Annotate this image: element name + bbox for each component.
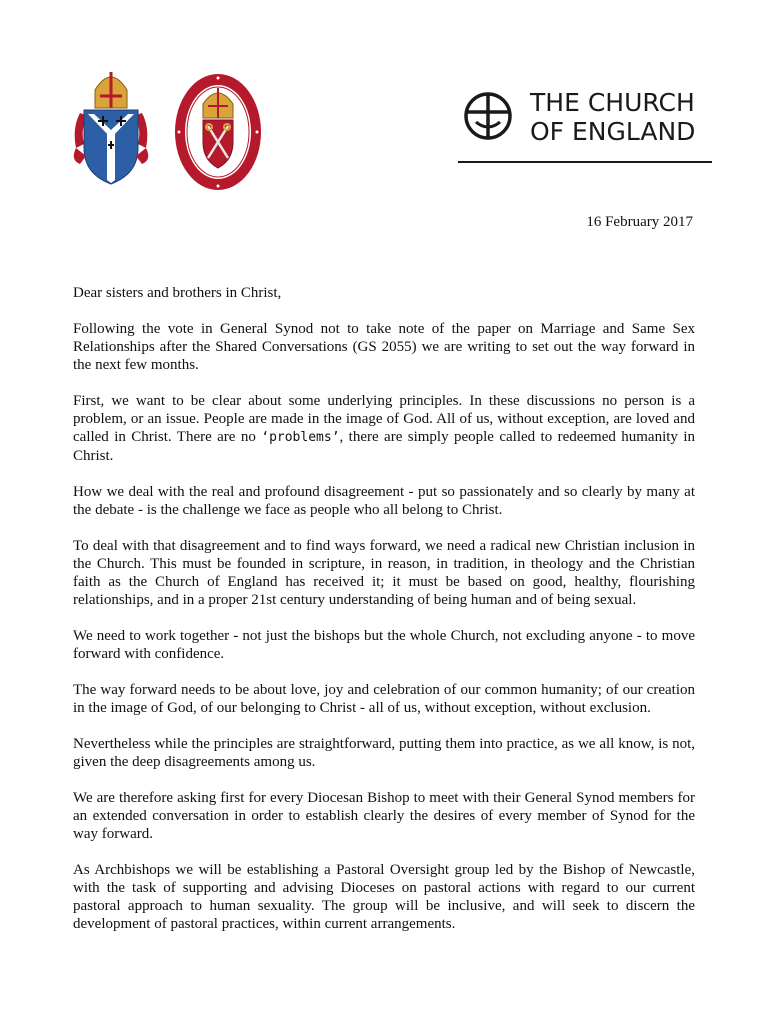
york-seal-icon	[173, 72, 263, 192]
paragraph-2-part-a: First, we want to be clear about some underlying principles. In these discussions no person is a problem, or an issue. People are made in the image of God. All of us, without exception, are loved and called in Christ. There are no	[73, 393, 695, 445]
paragraph-9: As Archbishops we will be establishing a Pastoral Oversight group led by the Bishop of Newcastle, with the task of supporting and advising Dioceses on pastoral actions with regard to our current pastoral approach to human sexuality. The group will be inclusive, and will seek to discern the development of pastoral practices, within current arrangements.	[73, 862, 695, 932]
logo-line-1: THE CHURCH	[530, 88, 695, 117]
paragraph-5: We need to work together - not just the bishops but the whole Church, not excluding anyone - to move forward with confidence.	[73, 628, 695, 662]
paragraph-4: To deal with that disagreement and to find ways forward, we need a radical new Christian inclusion in the Church. This must be founded in scripture, in reason, in tradition, in theology and the Christian faith as the Church of England has received it; it must be based on good, healthy, flourishing relationships, and in a proper 21st century understanding of being human and of being sexual.	[73, 538, 695, 608]
paragraph-3: How we deal with the real and profound disagreement - put so passionately and so clearly by many at the debate - is the challenge we face as people who all belong to Christ.	[73, 484, 695, 518]
paragraph-6: The way forward needs to be about love, joy and celebration of our common humanity; of our creation in the image of God, of our belonging to Christ - all of us, without exception, without exclusion.	[73, 682, 695, 716]
paragraph-2	[73, 392, 695, 465]
problems-quote: ‘problems’	[261, 430, 340, 445]
logo-rule	[458, 161, 712, 163]
logo-line-2: OF ENGLAND	[530, 117, 696, 146]
paragraph-7: Nevertheless while the principles are straightforward, putting them into practice, as we all know, is not, given the deep disagreements among us.	[73, 736, 695, 770]
paragraph-8: We are therefore asking first for every Diocesan Bishop to meet with their General Synod members for an extended conversation in order to establish clearly the desires of every member of Synod for the way forward.	[73, 790, 695, 842]
paragraph-1: Following the vote in General Synod not to take note of the paper on Marriage and Same Sex Relationships after the Shared Conversations (GS 2055) we are writing to set out the way forward in the next few months.	[73, 321, 695, 373]
canterbury-crest-icon	[70, 68, 152, 186]
salutation: Dear sisters and brothers in Christ,	[73, 285, 282, 301]
letter-date: 16 February 2017	[586, 214, 693, 230]
letter-body	[73, 284, 695, 951]
logo-wordmark	[530, 90, 695, 144]
letterhead	[0, 0, 768, 200]
paragraph-2-part-c: , there are simply people called to redeemed humanity in Christ.	[73, 429, 695, 464]
